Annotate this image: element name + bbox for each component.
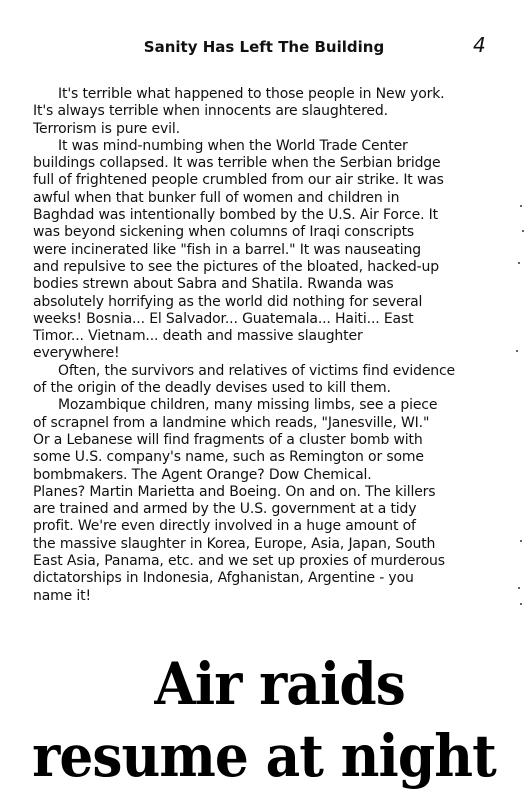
body-text	[33, 86, 495, 605]
body-line: of the origin of the deadly devises used to kill them.	[33, 380, 391, 397]
body-line: Often, the survivors and relatives of victims find evidence	[58, 362, 456, 379]
page-title: Sanity Has Left The Building	[143, 38, 385, 56]
body-line: absolutely horrifying as the world did nothing for several	[33, 293, 423, 310]
body-line: were incinerated like "fish in a barrel." It was nauseating	[33, 241, 421, 258]
body-line: everywhere!	[33, 345, 120, 362]
scan-speck	[520, 603, 522, 605]
body-line: It's always terrible when innocents are slaughtered.	[33, 103, 388, 120]
body-line: Mozambique children, many missing limbs, see a piece	[58, 397, 438, 414]
body-line: full of frightened people crumbled from our air strike. It was	[33, 172, 444, 189]
scan-speck	[518, 587, 520, 589]
body-line: was beyond sickening when columns of Iraqi conscripts	[33, 224, 415, 241]
body-line: the massive slaughter in Korea, Europe, Asia, Japan, South	[33, 535, 436, 552]
body-line: It was mind-numbing when the World Trade Center	[58, 137, 408, 154]
page-number: 4	[473, 33, 486, 57]
scan-speck	[518, 262, 520, 264]
body-line: are trained and armed by the U.S. government at a tidy	[33, 501, 417, 518]
body-line: bombmakers. The Agent Orange? Dow Chemical.	[33, 466, 372, 483]
body-line: Timor... Vietnam... death and massive slaughter	[33, 328, 363, 345]
scan-speck	[522, 230, 524, 232]
body-line: Planes? Martin Marietta and Boeing. On and on. The killers	[33, 483, 436, 500]
body-line: bodies strewn about Sabra and Shatila. Rwanda was	[33, 276, 394, 293]
body-line: Or a Lebanese will find fragments of a cluster bomb with	[33, 431, 423, 448]
body-line: dictatorships in Indonesia, Afghanistan, Argentine - you	[33, 570, 414, 587]
body-line: some U.S. company's name, such as Remington or some	[33, 449, 424, 466]
body-line: of scrapnel from a landmine which reads, "Janesville, WI."	[33, 414, 430, 431]
scan-speck	[520, 205, 522, 207]
body-line: It's terrible what happened to those people in New york.	[58, 86, 445, 102]
body-line: and repulsive to see the pictures of the bloated, hacked-up	[33, 258, 439, 275]
body-line: Terrorism is pure evil.	[33, 120, 180, 137]
body-line: weeks! Bosnia... El Salvador... Guatemala... Haiti... East	[33, 310, 414, 327]
body-line: buildings collapsed. It was terrible when the Serbian bridge	[33, 155, 441, 172]
headline-clipping-line-1: Air raids	[154, 650, 405, 718]
headline-clipping-line-2: resume at night	[32, 722, 496, 790]
body-line: Baghdad was intentionally bombed by the U.S. Air Force. It	[33, 207, 438, 224]
body-line: East Asia, Panama, etc. and we set up proxies of murderous	[33, 553, 445, 570]
body-line: profit. We're even directly involved in a huge amount of	[33, 518, 416, 535]
body-line: awful when that bunker full of women and children in	[33, 189, 400, 206]
scan-speck	[516, 350, 518, 352]
body-line: name it!	[33, 587, 91, 604]
scan-speck	[520, 540, 522, 542]
